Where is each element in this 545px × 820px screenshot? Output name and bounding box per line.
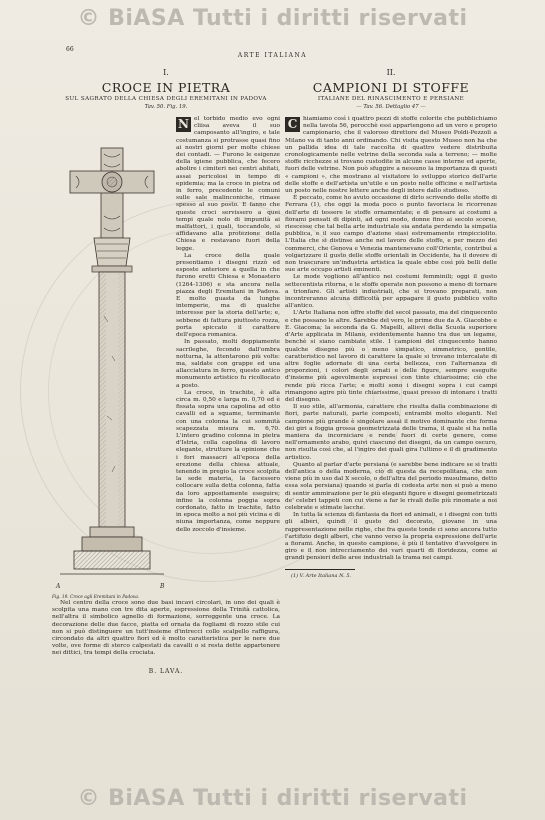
left-paragraph-1: el torbido medio evo ogni cliisa aveva il suo camposanto all'ingiro, e tale costumanza si protrasse quasi fino ai nostri giorni per molte chiese dei contadi. — Furono le esigenze della igiene pubblica, che fecero abolire i cimiteri nei centri abitati, assai pericolosi in tempo di epidemia; ma la croce in pietra od in ferro, precedente le comuni sulle sale malinconiche, rimase spesso al suo posto. E fanno che queste croci servissero a quei tempi quale nolo di impunità ai malfattori, i quali, toccandole, si affidavano alla protezione della Chiesa e restavano fuori della legge. [176,116,280,252]
left-paragraph-2: La croce della quale presentiamo i disegni rizzò ed esposte anteriore a quella in che furono eretti Chiesa e Monastero (1264-1306) e sta ancora nella piazza degli Eremitani in Padova. E molto guasta da lunghe intemperie, ma di qualche interesse per la storia dell'arte; e, sebbene di fattura piuttosto rozza, porta spiccato il carattere dell'epoca romanica. [176,252,280,339]
footnote-rule [285,569,355,570]
figure-letter-a: A [56,583,61,590]
left-paragraph-3: In passato, molti doppiamente sacrileghe, fecondo dall'ombra notturna, la attentarono più volte: ma, saldate con grappe ed una allacciatura in ferro, questo antico monumento artistico fu ricollocato a posto. [176,339,280,389]
right-paragraph-6: Quanto al parlar d'arte persiana (e sarebbe bene indicare se si tratti dell'antica o della moderna, ciò di questa da recepolitana, che non viene più in uso dal X secolo, o dell'altra del periodo musulmano, detto essa sola persiana) quando si parla di codesta arte non si può a meno di sentir ammirazione per le più eleganti figure e disegni geometrizzati de' celebri tappeti con cui viene a far le rivali delle più rinomate a noi celebrate e stimate lacche. [285,461,497,511]
left-article [52,68,280,675]
footnote: (1) V. Arte Italiana N. 5. [291,572,352,579]
watermark-top: © BiASA Tutti i diritti riservati [77,6,468,31]
running-head: ARTE ITALIANA [237,52,308,59]
drop-cap-c: C [285,117,300,132]
right-article-reference: — Tav. 56. Dettaglio 47 — [356,104,426,110]
right-article-body [285,116,497,580]
right-paragraph-1: hiamiamo così i quattro pezzi di stoffe colorite che pubblichiamo nella tavola 56, perocchè essi appartengono ad un vero e proprio campionario, che il valoroso direttore del Museo Poldi-Pezzoli a Milano va di tanto anni ordinando. Chi visita questo Museo non ha che un pallida idea di tale raccolta di quattro vedere distribuita cronologicamente nelle vetrine della seconda sala a terreno; — molte stoffe ricchezze si trovano custodite in alcune casse interne ed aperte, fuori delle vetrine. Non può sfuggire a nessuno la importanza di questi « campioni », che mostrano al visitatore lo sviluppo storico dell'arte delle stoffe e dell'artista un'utile e un posto nelle officine e nell'artista un posto nelle nostre lettere anche degli intere dallo studioso. [285,116,497,195]
left-article-number: I. [163,68,169,77]
watermark-bottom: © BiASA Tutti i diritti riservati [77,786,468,811]
cross-figure [52,116,170,600]
figure-letter-b: B [160,583,165,590]
left-paragraph-5: Nel centro della croce sono due basi incavi circolari, in uno dei quali è scolpita una mano con tre dita aperte, espressione della Trinità cattolica, nell'altra il simbolico agnello di formazione, sorreggente una croce. La decorazione delle due facce, piatta ed ornata da fogliami di rozzo stile cui non si può distinguere un tutt'insieme d'intrecci collo scalpello raffigura, circondato da altri quattro fiori ed è molto caratteristica per le nere due volte, ove forme di sterco calpestati da cavalli o si resta dette appartenere nei dittici, tra tempi della crociata. [52,600,280,657]
right-article-number: II. [386,68,396,77]
stone-cross-illustration [52,116,170,594]
right-paragraph-2: È peccato, come ho avuto occasione di dirlo scrivendo delle stoffe di Ferrara (1), che oggi la moda poco o punto favorisca le ricorrenze dell'arte di tessere le stoffe ornamentate; e di pensare ai costumi a fiorami pensati di dipinti, ad ogni modo, donne fino ai secolo scorso, riescesse che tal bella arte industriale sia andata perdendo la simpatia pubblica, e il suo campo d'azione siasi estremamente rimpicciolito. L'Italia che si distinse anche nel lavoro delle stoffe, e per mezzo dei commerci, che Genova e Venezia mantenevano coll'Oriente, contribuì a volgarizzare il gusto delle stoffe orientali in Occidente, ha il dovere di non trascurare un'industria artistica la quale ebbe così più belli delle sue arte occupo artisti eminenti. [285,195,497,274]
page-number: 66 [66,46,74,53]
right-paragraph-3: Le mode vogliono all'antico nei costumi femminili; oggi il gusto settecentista ritorna, e le stoffe operate non possono a meno di tornare a trionfare. Gli artisti industriali, che si trovano preparati, non incontreranno alcuna difficoltà per appagare il gusto pubblico volto all'antico. [285,274,497,310]
right-paragraph-5: Il suo stile, all'armonia, carattere che risulta dalla combinazione di fiori, parte naturali, parte composti, entrambi molto eleganti. Nel campione più grande è singolare assai il motivo dominante che forma dei giri a foggia grossa geometrizzata delle trama, il quale si ha nella maniera da incorniciare e rende fuori di certe genere, come nell'ornamento arabo, quivi ciascuno dei disegni, da un campo oscuro, non risulta così che, al l'ingiro dei quali gira l'ultimo e il di gradimento artistico. [285,404,497,461]
drop-cap-n: N [176,117,191,132]
left-article-body [52,116,280,675]
right-article [285,68,497,580]
left-signature: B. LAVA. [148,667,184,675]
right-article-title: CAMPIONI DI STOFFE [312,80,470,95]
right-article-subtitle: ITALIANE DEL RINASCIMENTO E PERSIANE [317,96,465,102]
column-shaft [99,272,125,527]
left-article-reference: Tav. 50. Fig. 19. [144,104,188,110]
left-article-subtitle: SUL SAGRATO DELLA CHIESA DEGLI EREMITANI IN PADOVA [65,96,267,102]
left-paragraph-4: La croce, in trachite, è alta circa m. 0,50 e larga m. 0,70 ed è fissata sopra una capolina ad otto cavalli ed a squame, terminante con una colonna la cui sommità scapezzata misura m. 6,70. L'intero gradino colonna in pietra d'Istria, colla capolina di lavoro elegante, strutture la opinione che i fori massacri all'epoca della erezione della chiesa attuale, tenendo in pregio la croce scolpita la sede materia, la facessero collocare sulla detta colonna, fatta da loro appositamente eseguire; infine la colonna poggia sopra cordonato, fatto in trachite, fatto in epoca molto a noi più vicina e di niuna importanza, come neppure dello zoccolo d'insieme. [176,389,280,533]
figure-caption: Fig. 19. Croce agli Eremitani in Padova. [52,595,140,600]
column-base [60,527,164,574]
left-article-title: CROCE IN PIETRA [101,80,231,95]
cross-head [70,148,154,238]
column-capital [92,238,132,272]
right-paragraph-4: L'Arte Italiana non offre stoffe del secol passato, ma del cinquecento e che possano le altre. Sarebbe del vero, le prime due da A. Giacobbe e E. Giacoma; la seconda da G. Mapelli, allievi della Scuola superiore d'Arte applicata in Milano, evidentemente hanno tra due un legame, benchè si siano cambiate stile. I campioni del cinquecento hanno qualche disegno più o meno simpatico, simmetrico, gentile, caratteristico nel lavoro di carattere la quale si trovano intercalate di altre foglie adornate di una certa bellezza, con l'alternanza di proporzioni, i colori degli ornati e delle figure, sempre eseguite d'insieme più agevolmente espressi con tinte chiarissime; ciò che rende più ricca l'arte; e molti sono i disegni sopra i cui campi rimangono agire più tinte chiarissime, quasi presso di intonare i tratti del disegno. [285,310,498,403]
right-paragraph-7: In tutta la scienza di fantasia da fiori ed animali, e i disegni con tutti gli alberi, quindi il gusto del decorato, giovane in una rappresentazione nelle righe, che fra queste tonde ci sono ancora tutto l'artifizio degli alberi, che vanno verso la propria espressione dell'arte a fiorami. Anche, in questo campione, è più il tentativo d'avvolgere in giro e il non intrecciamento dei vari quarti di floridezza, come ai grandi pensieri delle aree industriali la trama nei campi. [285,512,497,562]
